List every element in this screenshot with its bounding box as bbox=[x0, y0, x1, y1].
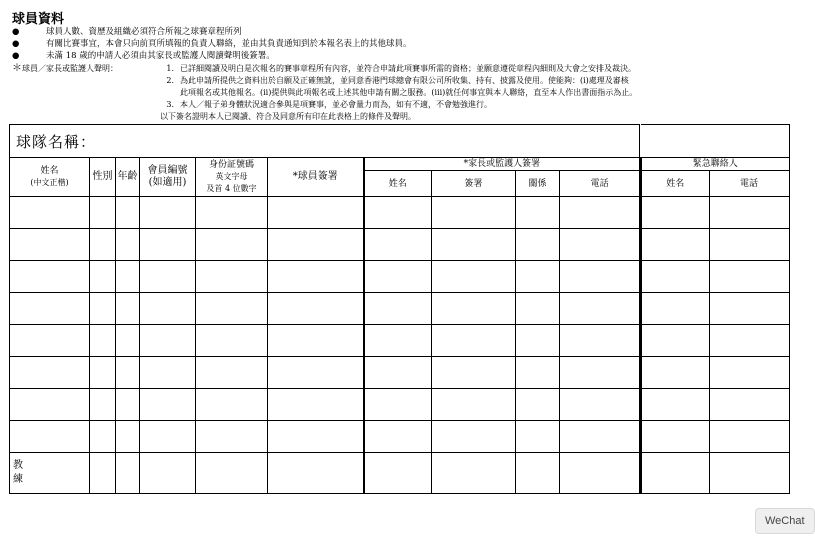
player-cell[interactable] bbox=[432, 293, 516, 325]
player-cell[interactable] bbox=[140, 197, 196, 229]
section-title: 球員資料 bbox=[12, 12, 65, 27]
player-cell[interactable] bbox=[196, 261, 268, 293]
player-cell[interactable] bbox=[140, 325, 196, 357]
player-row bbox=[10, 261, 640, 293]
player-cell[interactable] bbox=[116, 421, 140, 453]
emergency-cell[interactable] bbox=[641, 389, 709, 421]
player-row bbox=[10, 229, 640, 261]
emergency-table bbox=[640, 124, 790, 494]
player-cell[interactable] bbox=[140, 229, 196, 261]
emergency-row bbox=[641, 357, 789, 389]
player-cell[interactable] bbox=[90, 389, 116, 421]
player-cell[interactable] bbox=[90, 357, 116, 389]
player-cell[interactable] bbox=[560, 293, 640, 325]
player-cell[interactable] bbox=[268, 229, 364, 261]
declaration-text: 為此申請所提供之資料出於自願及正確無訛，並同意香港門球總會有限公司所收集、持有、披露及使用。使能夠：(i)處理及審核 bbox=[180, 76, 629, 85]
player-cell[interactable] bbox=[432, 357, 516, 389]
player-cell[interactable] bbox=[516, 357, 560, 389]
player-cell[interactable] bbox=[140, 421, 196, 453]
player-cell[interactable] bbox=[140, 357, 196, 389]
player-cell[interactable] bbox=[560, 261, 640, 293]
player-form bbox=[9, 124, 758, 494]
team-name-label: 球隊名稱： bbox=[16, 132, 97, 151]
col-id-header: 身份証號碼 英文字母 及首 4 位數字 bbox=[196, 158, 268, 197]
emergency-row bbox=[641, 293, 789, 325]
player-cell[interactable] bbox=[560, 389, 640, 421]
emergency-row bbox=[641, 229, 789, 261]
player-cell[interactable] bbox=[116, 261, 140, 293]
col-sex-header: 性別 bbox=[90, 158, 116, 197]
player-row bbox=[10, 197, 640, 229]
guardian-header: *家長或監護人簽署 bbox=[364, 158, 640, 171]
player-cell[interactable] bbox=[268, 357, 364, 389]
player-cell[interactable] bbox=[364, 197, 432, 229]
player-cell[interactable] bbox=[10, 293, 90, 325]
coach-cell[interactable] bbox=[140, 453, 196, 494]
declaration-mark: ＊ bbox=[12, 63, 22, 74]
coach-cell[interactable] bbox=[196, 453, 268, 494]
player-row bbox=[10, 421, 640, 453]
team-name-row bbox=[10, 125, 640, 158]
player-cell[interactable] bbox=[10, 357, 90, 389]
player-cell[interactable] bbox=[116, 325, 140, 357]
emergency-cell[interactable] bbox=[709, 389, 789, 421]
player-cell[interactable] bbox=[560, 197, 640, 229]
emergency-cell[interactable] bbox=[709, 229, 789, 261]
emergency-cell[interactable] bbox=[641, 421, 709, 453]
guardian-relation-header: 關係 bbox=[516, 171, 560, 197]
player-cell[interactable] bbox=[196, 229, 268, 261]
player-cell[interactable] bbox=[140, 389, 196, 421]
player-cell[interactable] bbox=[268, 389, 364, 421]
player-cell[interactable] bbox=[10, 197, 90, 229]
emergency-row bbox=[641, 197, 789, 229]
emergency-row bbox=[641, 325, 789, 357]
player-cell[interactable] bbox=[516, 293, 560, 325]
player-row bbox=[10, 357, 640, 389]
emergency-phone-header: 電話 bbox=[709, 171, 789, 197]
player-cell[interactable] bbox=[432, 389, 516, 421]
player-row bbox=[10, 293, 640, 325]
player-cell[interactable] bbox=[364, 261, 432, 293]
player-cell[interactable] bbox=[90, 421, 116, 453]
player-cell[interactable] bbox=[196, 357, 268, 389]
player-cell[interactable] bbox=[516, 197, 560, 229]
declaration-text: 本人／報子弟身體狀況適合參與是項賽事，並必會量力而為，如有不適，不會勉強進行。 bbox=[180, 100, 492, 109]
player-cell[interactable] bbox=[268, 293, 364, 325]
emergency-cell[interactable] bbox=[641, 325, 709, 357]
player-cell[interactable] bbox=[268, 197, 364, 229]
player-cell[interactable] bbox=[560, 325, 640, 357]
emergency-cell[interactable] bbox=[709, 325, 789, 357]
emergency-row bbox=[641, 389, 789, 421]
player-cell[interactable] bbox=[10, 325, 90, 357]
player-cell[interactable] bbox=[560, 229, 640, 261]
col-player-sign-header: *球員簽署 bbox=[268, 158, 364, 197]
player-cell[interactable] bbox=[516, 325, 560, 357]
player-cell[interactable] bbox=[560, 357, 640, 389]
team-name-field[interactable] bbox=[10, 125, 640, 158]
declaration bbox=[12, 63, 637, 123]
emergency-cell[interactable] bbox=[641, 261, 709, 293]
player-cell[interactable] bbox=[432, 325, 516, 357]
emergency-cell[interactable] bbox=[641, 357, 709, 389]
bullet-mark: ● bbox=[12, 39, 20, 49]
player-cell[interactable] bbox=[268, 261, 364, 293]
guardian-phone-header: 電話 bbox=[560, 171, 640, 197]
coach-emergency-cell[interactable] bbox=[641, 453, 709, 494]
bullet-text: 未滿 18 歲的申請人必須由其家長或監護人閱讀聲明後簽署。 bbox=[46, 51, 275, 61]
player-cell[interactable] bbox=[516, 229, 560, 261]
player-cell[interactable] bbox=[196, 325, 268, 357]
player-cell[interactable] bbox=[268, 421, 364, 453]
player-cell[interactable] bbox=[140, 293, 196, 325]
coach-cell[interactable] bbox=[432, 453, 516, 494]
player-cell[interactable] bbox=[196, 421, 268, 453]
player-cell[interactable] bbox=[90, 293, 116, 325]
bullet-1 bbox=[12, 26, 242, 38]
player-cell[interactable] bbox=[196, 293, 268, 325]
player-cell[interactable] bbox=[90, 261, 116, 293]
declaration-num: 1. bbox=[166, 64, 174, 73]
bullet-text: 有關比賽事宜，本會只向前頁所填報的負責人聯絡，並由其負責通知到於本報名表上的其他球員。 bbox=[46, 39, 412, 49]
player-cell[interactable] bbox=[432, 261, 516, 293]
col-member-header: 會員編號 (如適用) bbox=[140, 158, 196, 197]
emergency-header: 緊急聯絡人 bbox=[641, 158, 789, 171]
col-name-header: 姓名 (中文正楷) bbox=[10, 158, 90, 197]
bullet-2 bbox=[12, 38, 412, 50]
player-cell[interactable] bbox=[516, 261, 560, 293]
player-cell[interactable] bbox=[116, 293, 140, 325]
declaration-num: 3. bbox=[166, 100, 174, 109]
declaration-closing: 以下簽名證明本人已閱讀、符合及同意所有印在此表格上的條件及聲明。 bbox=[160, 112, 416, 121]
player-cell[interactable] bbox=[90, 229, 116, 261]
coach-cell[interactable] bbox=[364, 453, 432, 494]
player-cell[interactable] bbox=[364, 229, 432, 261]
player-cell[interactable] bbox=[364, 421, 432, 453]
player-cell[interactable] bbox=[364, 357, 432, 389]
player-cell[interactable] bbox=[516, 389, 560, 421]
player-cell[interactable] bbox=[364, 325, 432, 357]
coach-cell[interactable] bbox=[560, 453, 640, 494]
bullet-mark: ● bbox=[12, 27, 20, 37]
player-cell[interactable] bbox=[10, 261, 90, 293]
coach-cell[interactable] bbox=[90, 453, 116, 494]
player-cell[interactable] bbox=[10, 421, 90, 453]
coach-cell[interactable] bbox=[516, 453, 560, 494]
player-row bbox=[10, 389, 640, 421]
player-cell[interactable] bbox=[116, 357, 140, 389]
emergency-cell[interactable] bbox=[709, 293, 789, 325]
bullet-mark: ● bbox=[12, 51, 20, 61]
player-cell[interactable] bbox=[116, 197, 140, 229]
player-cell[interactable] bbox=[140, 261, 196, 293]
player-cell[interactable] bbox=[516, 421, 560, 453]
coach-row bbox=[10, 453, 640, 494]
declaration-text: 已詳細閱讀及明白是次報名的賽事章程所有內容，並符合申請此項賽事所需的資格；並願意遵從章程內細則及大會之安排及裁決。 bbox=[180, 64, 636, 73]
player-table bbox=[9, 124, 640, 494]
player-row bbox=[10, 325, 640, 357]
player-cell[interactable] bbox=[364, 293, 432, 325]
emergency-cell[interactable] bbox=[641, 197, 709, 229]
coach-emergency-cell[interactable] bbox=[709, 453, 789, 494]
player-cell[interactable] bbox=[432, 229, 516, 261]
col-age-header: 年齡 bbox=[116, 158, 140, 197]
player-cell[interactable] bbox=[364, 389, 432, 421]
emergency-cell[interactable] bbox=[641, 293, 709, 325]
player-cell[interactable] bbox=[10, 389, 90, 421]
emergency-row bbox=[641, 421, 789, 453]
bullet-text: 球員人數、資歷及組織必須符合所報之球賽章程所列 bbox=[46, 27, 242, 37]
player-cell[interactable] bbox=[560, 421, 640, 453]
emergency-cell[interactable] bbox=[709, 421, 789, 453]
emergency-cell[interactable] bbox=[709, 357, 789, 389]
player-cell[interactable] bbox=[90, 197, 116, 229]
player-cell[interactable] bbox=[432, 421, 516, 453]
player-cell[interactable] bbox=[268, 325, 364, 357]
declaration-label: 球員／家長或監護人聲明： bbox=[22, 64, 118, 73]
player-cell[interactable] bbox=[196, 389, 268, 421]
coach-cell[interactable] bbox=[116, 453, 140, 494]
coach-cell[interactable] bbox=[268, 453, 364, 494]
guardian-name-header: 姓名 bbox=[364, 171, 432, 197]
emergency-cell[interactable] bbox=[709, 197, 789, 229]
player-cell[interactable] bbox=[196, 197, 268, 229]
player-cell[interactable] bbox=[116, 229, 140, 261]
coach-emergency-row bbox=[641, 453, 789, 494]
player-cell[interactable] bbox=[432, 197, 516, 229]
wechat-overlay[interactable]: WeChat bbox=[755, 508, 815, 534]
declaration-text: 此項報名或其他報名。(ii)提供與此項報名或上述其他申請有關之服務。(iii)就任何事宜與本人聯絡，直至本人作出書面指示為止。 bbox=[180, 88, 638, 97]
emergency-cell[interactable] bbox=[709, 261, 789, 293]
bullet-3 bbox=[12, 50, 275, 62]
emergency-name-header: 姓名 bbox=[641, 171, 709, 197]
player-cell[interactable] bbox=[90, 325, 116, 357]
player-cell[interactable] bbox=[10, 229, 90, 261]
emergency-row bbox=[641, 261, 789, 293]
declaration-num: 2. bbox=[166, 76, 174, 85]
coach-label: 教 練 bbox=[10, 453, 90, 494]
emergency-cell[interactable] bbox=[641, 229, 709, 261]
guardian-sign-header: 簽署 bbox=[432, 171, 516, 197]
player-cell[interactable] bbox=[116, 389, 140, 421]
